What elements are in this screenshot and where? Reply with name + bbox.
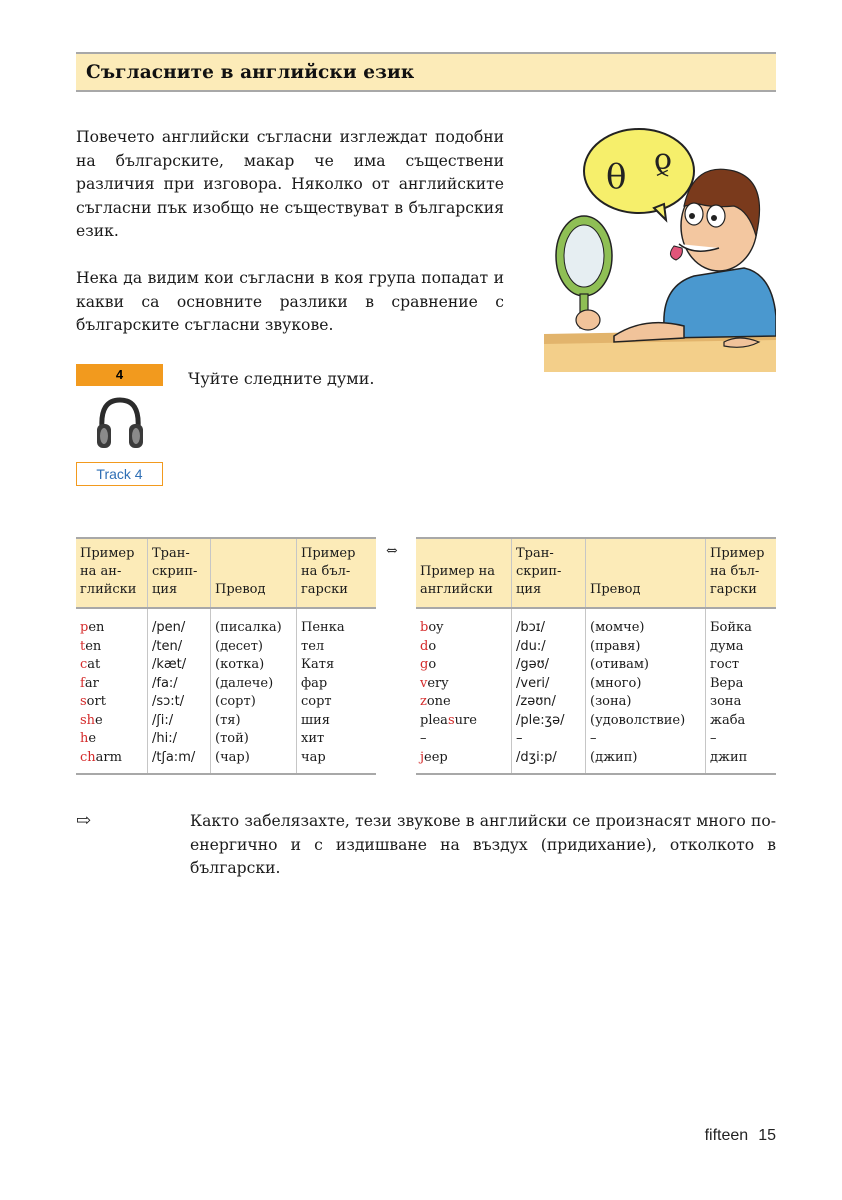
transcription: /tʃa:m/	[152, 749, 196, 765]
bulgarian-words-column	[297, 608, 377, 774]
english-words-column	[76, 608, 148, 774]
translation: (котка)	[215, 657, 265, 672]
exercise-number-badge: 4	[76, 364, 163, 386]
transcription: /ʃi:/	[152, 712, 174, 728]
transcriptions-column	[512, 608, 586, 774]
bulgarian-word: Бойка	[710, 620, 752, 635]
english-word: far	[80, 675, 99, 691]
bulgarian-word: хит	[301, 731, 325, 746]
english-word: pen	[80, 620, 105, 635]
transcription: /gəʊ/	[516, 657, 550, 672]
headphones-icon[interactable]	[94, 394, 146, 456]
translation: (сорт)	[215, 694, 256, 709]
english-word: ten	[80, 638, 102, 654]
translation: (десет)	[215, 638, 264, 654]
english-words-column	[416, 608, 512, 774]
transcription: –	[516, 731, 523, 746]
page-number-word: fifteen	[704, 1127, 749, 1144]
english-word: pleasure	[420, 712, 477, 728]
bulgarian-word: джип	[710, 749, 748, 765]
eth-symbol: ð	[653, 146, 672, 181]
english-word: boy	[420, 620, 444, 635]
translation: (отивам)	[590, 657, 650, 672]
translation: (правя)	[590, 638, 641, 654]
header-bulgarian-example: Пример на бъл-гарски	[297, 538, 377, 608]
translation: (тя)	[215, 712, 241, 728]
translations-column	[211, 608, 297, 774]
header-bulgarian-example: Пример на бъл-гарски	[706, 538, 777, 608]
transcription: /zəʊn/	[516, 694, 556, 709]
transcription: /hi:/	[152, 731, 177, 746]
english-word: cat	[80, 657, 101, 672]
page-number: 15	[758, 1127, 776, 1144]
header-transcription: Тран-скрип-ция	[512, 538, 586, 608]
translation: (много)	[590, 675, 642, 691]
pair-arrow-icon: ⇔	[386, 543, 398, 559]
intro-paragraph-1: Повечето английски съгласни изглеждат подобни на българските, макар че има съществени различия при изговора. Няколко от английските съгласни пък изобщо не съществуват в българския език.	[76, 128, 504, 240]
transcription: /du:/	[516, 638, 546, 654]
exercise-instruction: Чуйте следните думи.	[188, 369, 375, 388]
transcription: /dʒi:p/	[516, 749, 557, 765]
consonants-table-left	[76, 537, 376, 775]
header-translation: Превод	[211, 538, 297, 608]
english-word: he	[80, 731, 97, 746]
bulgarian-words-column	[706, 608, 777, 774]
note-paragraph: Както забелязахте, тези звукове в английски се произнасят много по-енергично и с издишване на въздух (придихание), отколкото в български.	[190, 812, 776, 877]
header-transcription: Тран-скрип-ция	[148, 538, 211, 608]
bulgarian-word: зона	[710, 694, 742, 709]
header-english-example: Пример на ан-глийски	[76, 538, 148, 608]
english-word: sort	[80, 694, 106, 709]
consonants-table-right	[416, 537, 776, 775]
page-title: Съгласните в английски език	[86, 62, 415, 83]
transcription: /veri/	[516, 675, 550, 691]
bulgarian-word: гост	[710, 657, 740, 672]
translations-column	[586, 608, 706, 774]
boy-with-mirror-illustration	[544, 116, 776, 372]
translation: (писалка)	[215, 620, 282, 635]
bulgarian-word: Катя	[301, 657, 335, 672]
english-word: charm	[80, 749, 122, 765]
bulgarian-word: дума	[710, 638, 744, 654]
section-title-bar	[76, 52, 776, 92]
bulgarian-word: –	[710, 731, 717, 746]
bulgarian-word: тел	[301, 638, 325, 654]
intro-paragraph-2: Нека да видим кои съгласни в коя група попадат и какви са основните разлики в сравнение с българските съгласни звукове.	[76, 269, 504, 334]
bulgarian-word: чар	[301, 749, 326, 765]
audio-track-button[interactable]: Track 4	[76, 462, 163, 486]
header-translation: Превод	[586, 538, 706, 608]
transcription: /bɔɪ/	[516, 620, 545, 635]
english-word: she	[80, 712, 103, 728]
translation: (джип)	[590, 749, 638, 765]
theta-symbol: θ	[606, 157, 627, 197]
transcription: /ple:ʒə/	[516, 712, 565, 728]
translation: (той)	[215, 731, 249, 746]
transcription: /sɔ:t/	[152, 694, 185, 709]
bulgarian-word: шия	[301, 712, 330, 728]
transcription: /fa:/	[152, 675, 178, 691]
english-word: very	[420, 675, 449, 691]
page-footer	[705, 1127, 776, 1145]
english-word: go	[420, 657, 437, 672]
note-arrow-icon: ⇨	[76, 810, 92, 831]
transcription: /kæt/	[152, 657, 187, 672]
translation: (чар)	[215, 749, 250, 765]
transcription: /pen/	[152, 620, 186, 635]
english-word: jeep	[420, 749, 448, 765]
english-word: zone	[420, 694, 451, 709]
bulgarian-word: Вера	[710, 675, 744, 691]
translation: –	[590, 731, 597, 746]
english-word: –	[420, 731, 427, 746]
bulgarian-word: сорт	[301, 694, 332, 709]
transcription: /ten/	[152, 638, 183, 654]
translation: (далече)	[215, 675, 274, 691]
bulgarian-word: фар	[301, 675, 328, 691]
english-word: do	[420, 638, 437, 654]
translation: (удоволствие)	[590, 712, 686, 728]
bulgarian-word: Пенка	[301, 620, 345, 635]
translation: (зона)	[590, 694, 632, 709]
translation: (момче)	[590, 620, 645, 635]
header-english-example: Пример на английски	[416, 538, 512, 608]
transcriptions-column	[148, 608, 211, 774]
bulgarian-word: жаба	[710, 712, 746, 728]
